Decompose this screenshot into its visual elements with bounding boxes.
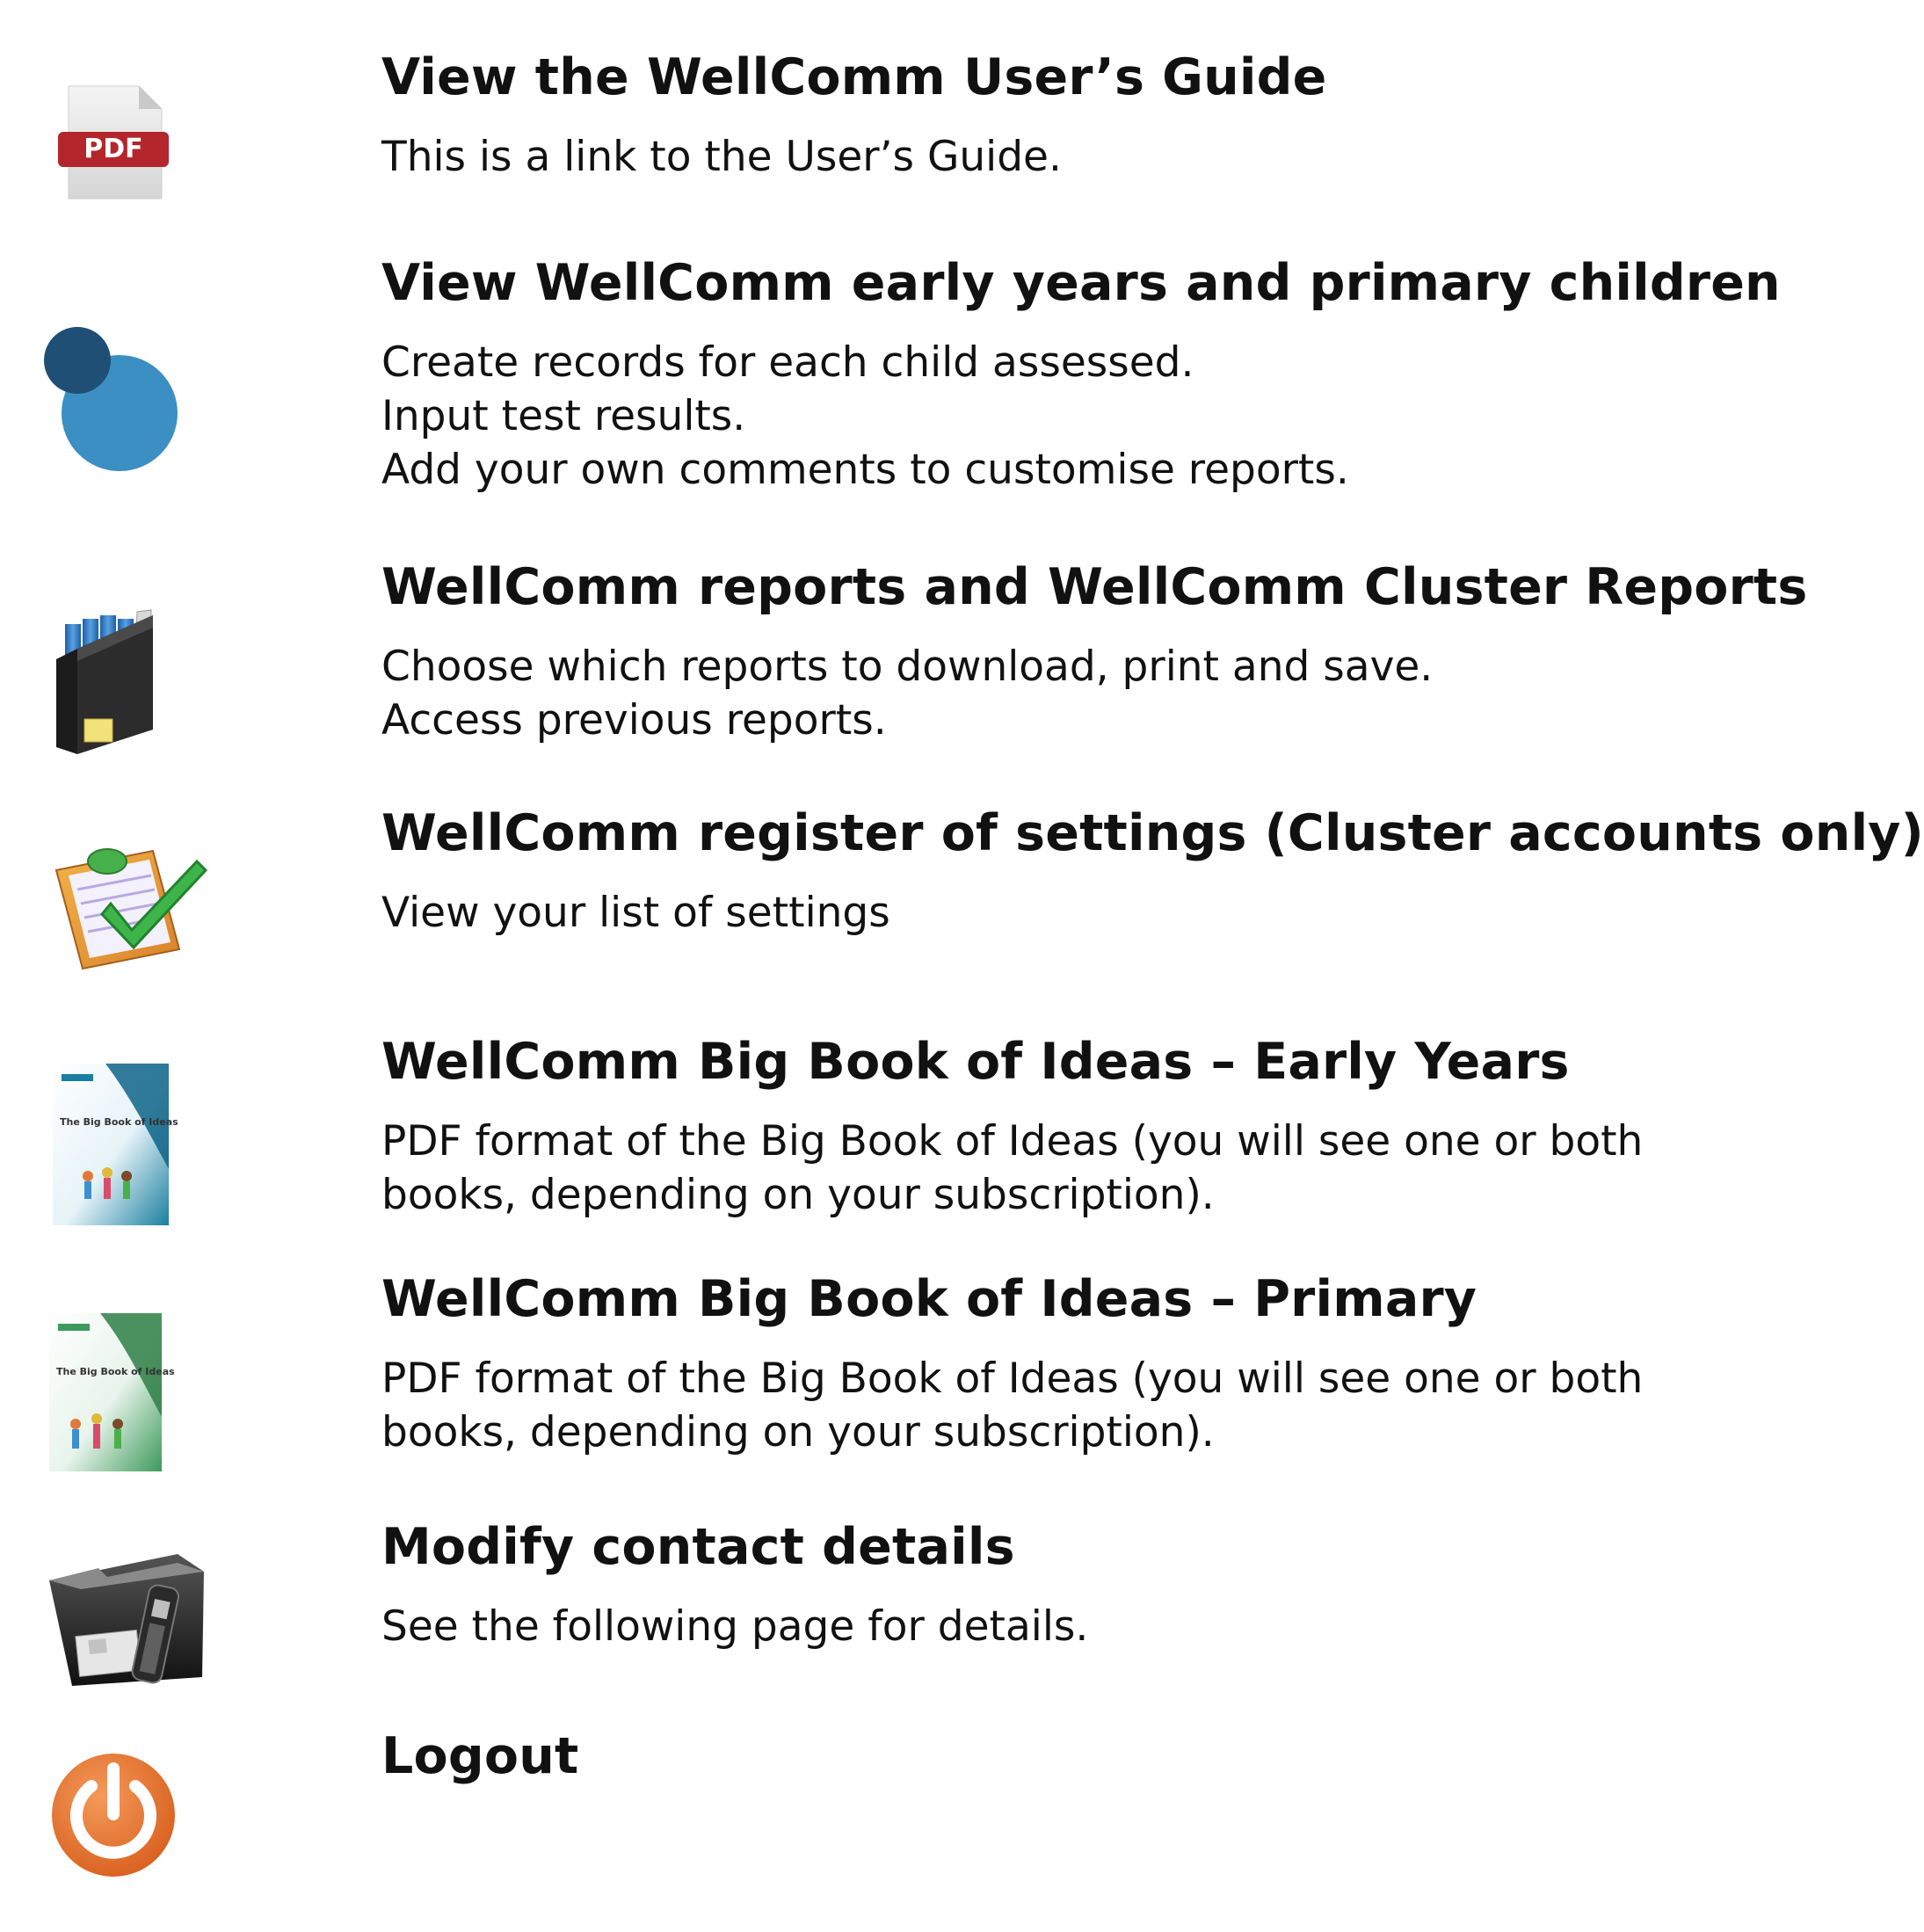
desc-reports-line-1: Choose which reports to download, print and save. xyxy=(381,643,1434,691)
contact-folder-phone-icon[interactable] xyxy=(46,1545,213,1695)
desc-big-book-early-years-line-1: PDF format of the Big Book of Ideas (you will see one or both xyxy=(381,1117,1644,1166)
section-big-book-early-years[interactable] xyxy=(0,993,1865,1239)
section-reports[interactable] xyxy=(0,519,1865,774)
desc-big-book-early-years-line-2: books, depending on your subscription). xyxy=(381,1171,1215,1219)
title-big-book-primary[interactable]: WellComm Big Book of Ideas – Primary xyxy=(381,1270,1477,1328)
pdf-file-icon[interactable] xyxy=(53,83,176,206)
pdf-icon-label: PDF xyxy=(83,134,143,164)
cover-title-early-years: The Big Book of Ideas xyxy=(60,1116,178,1128)
title-reports[interactable]: WellComm reports and WellComm Cluster Reports xyxy=(381,558,1808,616)
magazine-file-holder-icon[interactable] xyxy=(49,606,181,765)
desc-children-line-2: Input test results. xyxy=(381,392,746,440)
title-big-book-early-years[interactable]: WellComm Big Book of Ideas – Early Years xyxy=(381,1033,1570,1091)
title-contact-details[interactable]: Modify contact details xyxy=(381,1518,1015,1576)
section-users-guide[interactable] xyxy=(0,0,1865,211)
desc-users-guide-line-1: This is a link to the User’s Guide. xyxy=(381,133,1062,181)
section-logout[interactable] xyxy=(0,1714,1865,1932)
clipboard-checkmark-icon[interactable] xyxy=(47,835,214,984)
section-contact-details[interactable] xyxy=(0,1494,1865,1714)
title-register[interactable]: WellComm register of settings (Cluster accounts only) xyxy=(381,804,1924,862)
book-cover-primary-icon[interactable] xyxy=(49,1313,175,1471)
desc-big-book-primary-line-1: PDF format of the Big Book of Ideas (you will see one or both xyxy=(381,1355,1644,1403)
title-logout[interactable]: Logout xyxy=(381,1727,579,1785)
desc-reports-line-2: Access previous reports. xyxy=(381,696,887,744)
book-cover-early-years-icon[interactable] xyxy=(53,1064,178,1225)
title-children[interactable]: View WellComm early years and primary children xyxy=(381,254,1781,312)
desc-children-line-3: Add your own comments to customise reports. xyxy=(381,446,1349,494)
desc-children-line-1: Create records for each child assessed. xyxy=(381,338,1194,387)
cover-title-primary: The Big Book of Ideas xyxy=(56,1366,175,1377)
section-big-book-primary[interactable] xyxy=(0,1239,1865,1494)
section-children[interactable] xyxy=(0,211,1865,519)
desc-big-book-primary-line-2: books, depending on your subscription). xyxy=(381,1408,1215,1456)
title-users-guide[interactable]: View the WellComm User’s Guide xyxy=(381,48,1327,106)
desc-register-line-1: View your list of settings xyxy=(381,889,890,937)
desc-contact-details-line-1: See the following page for details. xyxy=(381,1602,1089,1651)
power-icon[interactable] xyxy=(47,1749,179,1881)
children-circles-icon[interactable] xyxy=(42,325,183,483)
section-register[interactable] xyxy=(0,774,1924,993)
